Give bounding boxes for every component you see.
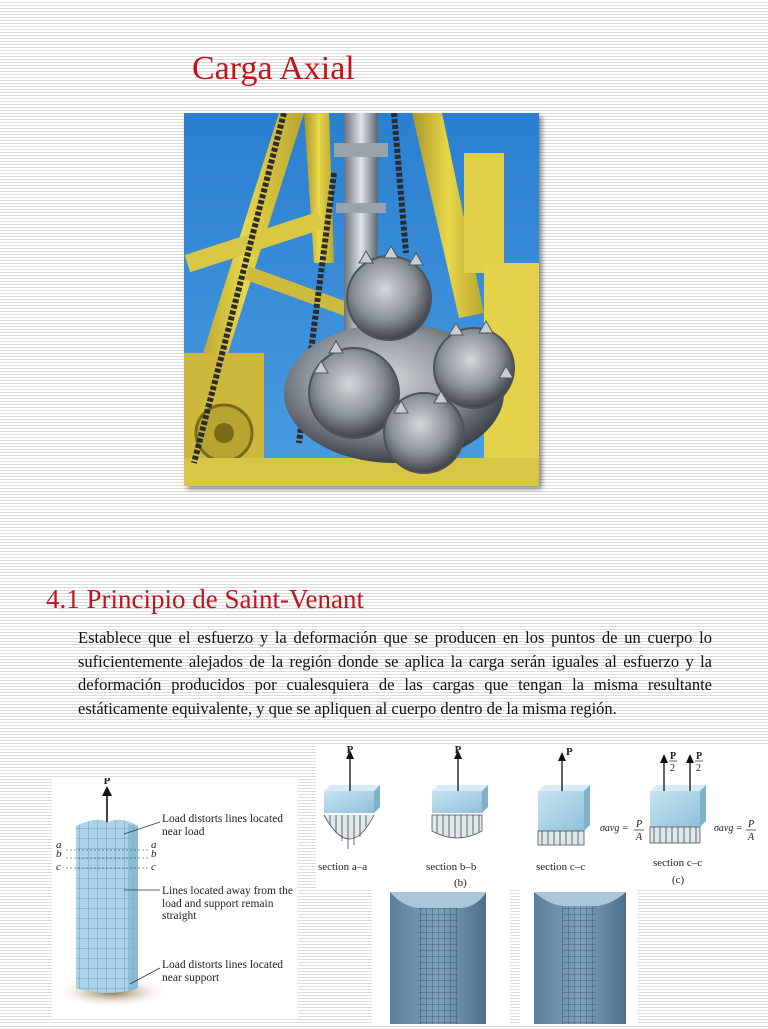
sigma-avg-label-1: σavg = [600,823,629,834]
saint-venant-column-figure [52,778,298,1018]
block-section-c [536,746,644,873]
block-section-a [318,745,380,873]
section-title: 4.1 Principio de Saint-Venant [46,584,364,614]
block-section-c-half-loads [650,751,756,886]
letter-c-left: c [56,861,61,873]
formula-num-2: P [748,819,755,830]
page-title: Carga Axial [192,50,355,87]
load-p-c: P [566,746,573,758]
letter-c-right: c [151,861,156,873]
half-den-1: 2 [670,763,675,774]
load-p-b: P [454,745,462,756]
letter-b-left: b [56,848,62,860]
caption-c: section c–c [536,861,586,873]
callout-bottom: Load distorts lines located near support [162,959,284,984]
stress-distribution-figure [316,745,768,890]
callout-top: Load distorts lines located near load [162,813,284,838]
load-p-a: P [346,745,354,756]
letter-a-right: a [151,839,157,851]
panel-c-label: (c) [672,874,685,886]
drill-bit-photo [184,113,539,486]
caption-a: section a–a [318,861,368,873]
half-den-2: 2 [696,763,701,774]
specimen-photo-left [372,890,510,1024]
sigma-avg-label-2: σavg = [714,823,743,834]
callout-middle: Lines located away from the load and support remain straight [162,885,293,922]
panel-b-label: (b) [454,877,467,889]
specimen-photo-right [520,890,638,1024]
formula-den-2: A [748,832,755,843]
formula-den-1: A [636,832,643,843]
section-paragraph: Establece que el esfuerzo y la deformación que se producen en los puntos de un cuerpo lo suficientemente alejados de la región donde se aplica la carga serán iguales al esfuerzo y la deformación producidos por cualesquiera de las cargas que tengan la misma resultante estáticamente equivalente, y que se apliquen al cuerpo dentro de la misma región. [78,628,712,718]
letter-a-left: a [56,839,62,851]
half-load-p-1: P [670,751,677,762]
load-p-label: P [103,778,111,787]
letter-b-right: b [151,848,157,860]
caption-c2: section c–c [653,857,703,869]
formula-num-1: P [636,819,643,830]
block-section-b [426,745,488,889]
half-load-p-2: P [696,751,703,762]
caption-b: section b–b [426,861,477,873]
